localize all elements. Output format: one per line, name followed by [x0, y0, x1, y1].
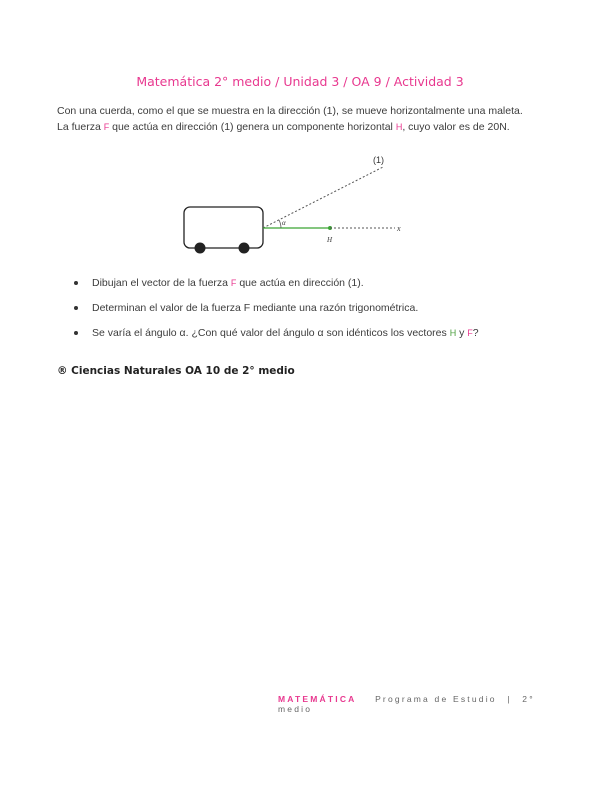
task-1-text-end: que actúa en dirección (1).	[236, 277, 364, 289]
bullet-dot	[74, 306, 78, 310]
page-footer	[278, 694, 548, 714]
angle-label: α	[282, 219, 286, 227]
suitcase-wheel-left	[195, 243, 206, 254]
suitcase-body	[184, 207, 263, 248]
intro-text-3: , cuyo valor es de 20N.	[402, 120, 510, 133]
task-3-text-mid: y	[456, 327, 468, 339]
direction-line	[263, 167, 383, 228]
vector-f-symbol: F	[103, 121, 110, 132]
footer-subject: MATEMÁTICA	[278, 694, 357, 704]
task-3-text: Se varía el ángulo α. ¿Con qué valor del ángulo α son idénticos los vectores	[92, 327, 450, 339]
vector-h-symbol: H	[395, 121, 403, 132]
task-item-3	[74, 326, 544, 340]
intro-text-1: Con una cuerda, como el que se muestra en la dirección (1), se mueve horizontalmente una maleta. La fuerza	[57, 105, 523, 133]
direction-label: (1)	[373, 155, 384, 165]
footer-program: Programa de Estudio	[375, 694, 497, 704]
x-axis-label: x	[397, 224, 401, 233]
task-2-text: Determinan el valor de la fuerza F mediante una razón trigonométrica.	[92, 302, 419, 314]
task-1-vector: F	[230, 278, 237, 288]
task-item-2	[74, 301, 544, 315]
task-3-text-end: ?	[472, 327, 479, 339]
task-3-vector-f: F	[467, 328, 473, 338]
suitcase-wheel-right	[239, 243, 250, 254]
angle-arc	[279, 220, 281, 228]
page-title: Matemática 2° medio / Unidad 3 / OA 9 / Actividad 3	[136, 74, 464, 89]
bullet-dot	[74, 331, 78, 335]
footer-grade: 2° medio	[278, 694, 535, 714]
bullet-dot	[74, 281, 78, 285]
intro-paragraph	[57, 104, 532, 135]
intro-text-2: que actúa en dirección (1) genera un componente horizontal	[109, 120, 396, 133]
task-3-vector-h: H	[449, 328, 457, 338]
task-item-1	[74, 276, 544, 290]
force-diagram	[178, 150, 418, 260]
footer-divider: |	[507, 694, 512, 704]
section-heading: ® Ciencias Naturales OA 10 de 2° medio	[57, 365, 295, 377]
vector-h-label: H	[327, 236, 333, 244]
task-list	[74, 276, 544, 351]
task-1-text: Dibujan el vector de la fuerza	[92, 277, 231, 289]
